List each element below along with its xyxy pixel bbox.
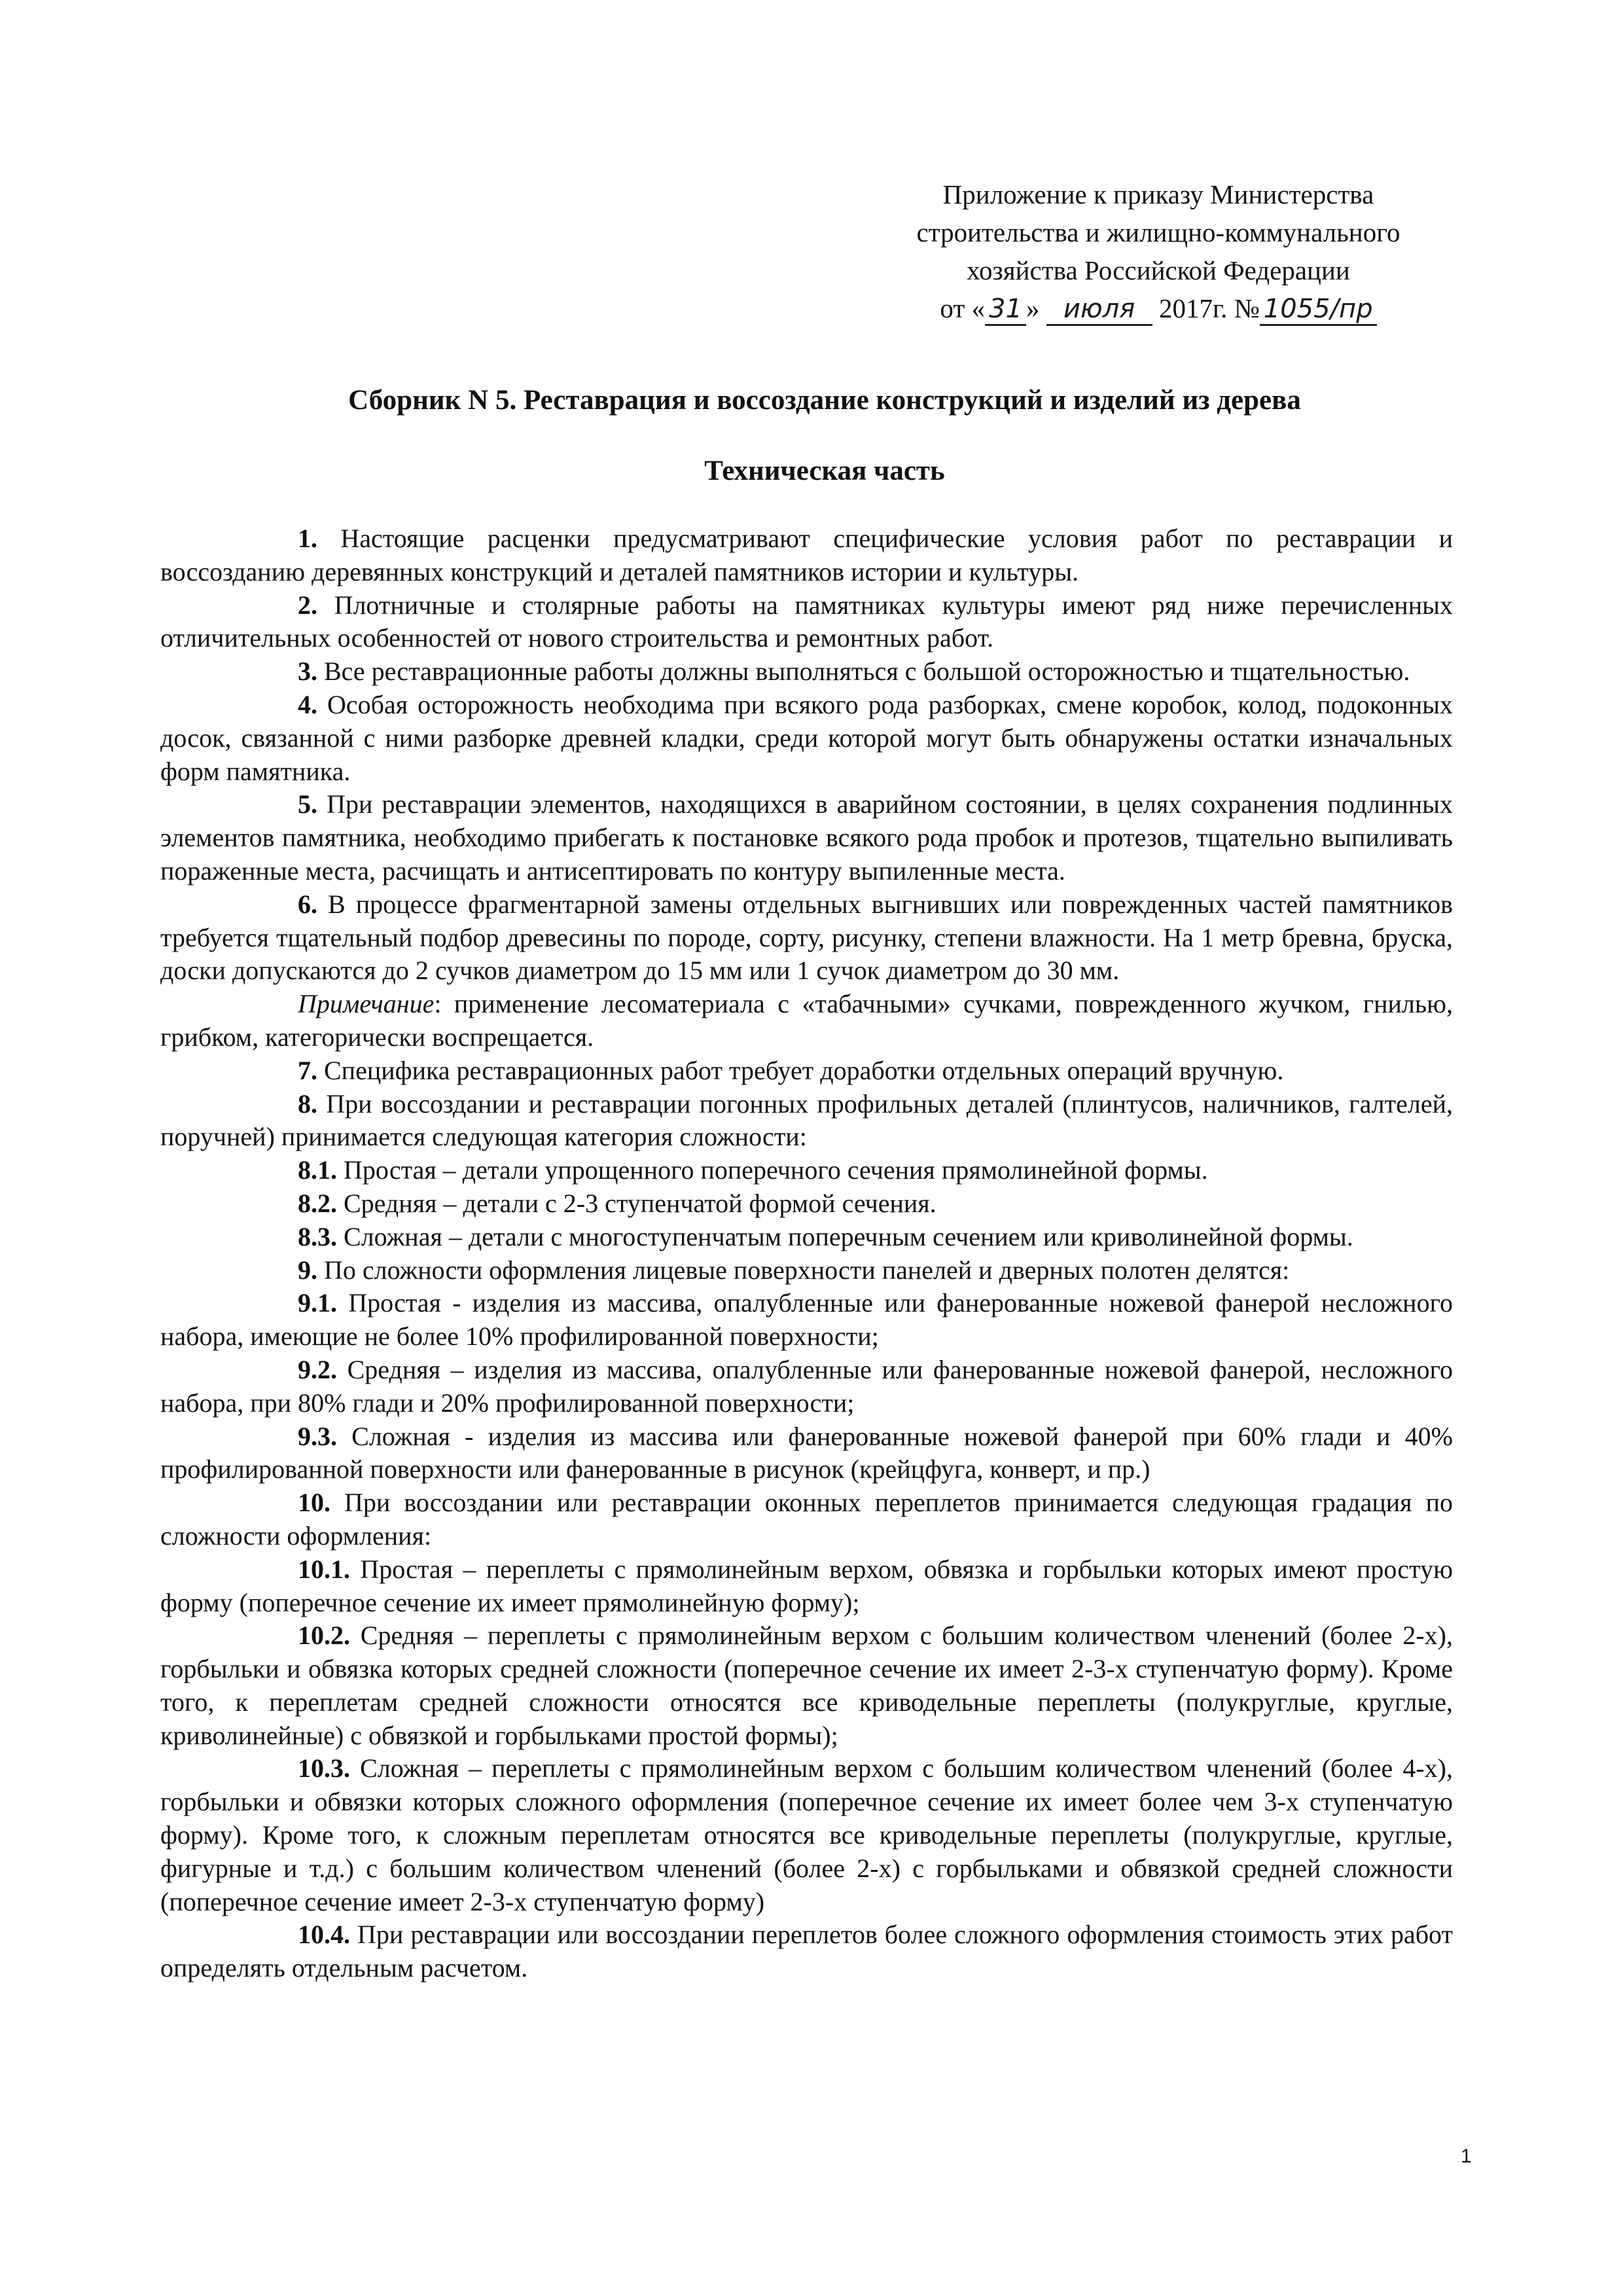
order-prefix: от « <box>940 293 986 323</box>
paragraph <box>160 1619 1453 1752</box>
handwritten-month: июля <box>1046 294 1152 326</box>
paragraph-text: При воссоздании и реставрации погонных профильных деталей (плинтусов, наличников, галтелей, поручней) принимается следующая категория сложности: <box>160 1088 1453 1152</box>
paragraph-number: 8. <box>298 1088 317 1119</box>
paragraph <box>160 1918 1453 1985</box>
paragraph-number: 2. <box>298 590 317 620</box>
paragraph-number: 9. <box>298 1255 317 1285</box>
handwritten-day: 31 <box>985 294 1026 326</box>
paragraph-number: 9.1. <box>298 1288 337 1318</box>
paragraph-text: Сложная – переплеты с прямолинейным верхом с большим количеством членений (более 4-х), горбыльки и обвязки которых сложного оформления (поперечное сечение их имеет более чем 3-х ступенчатую форму). Кроме того, к сложным переплетам относятся все криводельные переплеты (полукруглые, круглые, фигурные и т.д.) с большим количеством членений (более 2-х) с горбыльками и обвязкой средней сложности (поперечное сечение имеет 2-3-х ступенчатую форму) <box>160 1753 1453 1916</box>
document-title: Сборник N 5. Реставрация и воссоздание конструкций и изделий из дерева <box>348 385 1301 416</box>
paragraph-text: Сложная - изделия из массива или фанерованные ножевой фанерой при 60% глади и 40% профилированной поверхности или фанерованные в рисунок (крейцфуга, конверт, и пр.) <box>160 1421 1453 1484</box>
paragraph-number: 1. <box>298 524 317 553</box>
paragraph <box>160 788 1453 888</box>
header-line: хозяйства Российской Федерации <box>967 255 1350 285</box>
paragraph <box>160 689 1453 788</box>
paragraph <box>160 1187 1453 1221</box>
note-paragraph <box>160 988 1453 1054</box>
paragraph-text: При воссоздании или реставрации оконных переплетов принимается следующая градация по сложности оформления: <box>160 1488 1453 1551</box>
paragraph-text: Все реставрационные работы должны выполняться с большой осторожностью и тщательностью. <box>317 656 1410 687</box>
paragraph-text: Простая - изделия из массива, опалубленные или фанерованные ножевой фанерой несложного набора, имеющие не более 10% профилированной поверхности; <box>160 1288 1453 1352</box>
paragraph-text: : применение лесоматериала с «табачными» сучками, поврежденного жучком, гнилью, грибком, категорически воспрещается. <box>160 989 1453 1052</box>
paragraph-text: При реставрации или воссоздании переплетов более сложного оформления стоимость этих работ определять отдельным расчетом. <box>160 1920 1453 1983</box>
handwritten-order-number: 1055/пр <box>1260 294 1377 326</box>
paragraph <box>160 1287 1453 1354</box>
paragraph <box>160 1486 1453 1553</box>
page-number: 1 <box>1461 2145 1472 2167</box>
note-label: Примечание <box>298 989 435 1019</box>
header-line: строительства и жилищно-коммунального <box>916 217 1400 247</box>
paragraph-number: 3. <box>298 656 317 687</box>
paragraph <box>160 1254 1453 1287</box>
paragraph-number: 8.3. <box>298 1221 337 1251</box>
paragraph <box>160 589 1453 656</box>
paragraph-text: При реставрации элементов, находящихся в аварийном состоянии, в целях сохранения подлинных элементов памятника, необходимо прибегать к постановке всякого рода пробок и протезов, тщательно выпиливать пораженные места, расчищать и антисептировать по контуру выпиленные места. <box>160 789 1453 886</box>
order-year: 2017г. № <box>1158 293 1260 323</box>
paragraph-text: Простая – детали упрощенного поперечного сечения прямолинейной формы. <box>337 1155 1208 1185</box>
paragraph-text: Средняя – изделия из массива, опалубленные или фанерованные ножевой фанерой, несложного набора, при 80% глади и 20% профилированной поверхности; <box>160 1354 1453 1418</box>
paragraph <box>160 655 1453 689</box>
section-title: Техническая часть <box>704 456 945 486</box>
paragraph-text: Средняя – детали с 2-3 ступенчатой формой сечения. <box>337 1188 936 1218</box>
paragraph-number: 8.1. <box>298 1155 337 1185</box>
paragraph-number: 10.4. <box>298 1920 350 1950</box>
paragraph-number: 10. <box>298 1488 330 1518</box>
paragraph <box>160 1420 1453 1487</box>
paragraph <box>160 1088 1453 1155</box>
paragraph-number: 9.2. <box>298 1354 337 1384</box>
paragraph-text: В процессе фрагментарной замены отдельных выгнивших или поврежденных частей памятников требуется тщательный подбор древесины по породе, сорту, рисунку, степени влажности. На 1 метр бревна, бруска, доски допускаются до 2 сучков диаметром до 15 мм или 1 сучок диаметром до 30 мм. <box>160 889 1453 986</box>
order-date-line <box>851 289 1466 327</box>
paragraph-number: 10.1. <box>298 1554 350 1584</box>
paragraph-text: Настоящие расценки предусматривают специфические условия работ по реставрации и воссозданию деревянных конструкций и деталей памятников истории и культуры. <box>160 524 1453 586</box>
paragraph-text: Простая – переплеты с прямолинейным верхом, обвязка и горбыльки которых имеют простую форму (поперечное сечение их имеет прямолинейную форму); <box>160 1554 1453 1617</box>
paragraph-number: 4. <box>298 689 317 719</box>
paragraph <box>160 1154 1453 1187</box>
paragraph <box>160 1752 1453 1918</box>
approval-header <box>851 175 1466 327</box>
paragraph-text: Особая осторожность необходима при всякого рода разборках, смене коробок, колод, подоконных досок, связанной с ними разборке древней кладки, среди которой могут быть обнаружены остатки изначальных форм памятника. <box>160 689 1453 786</box>
paragraph-text: Плотничные и столярные работы на памятниках культуры имеют ряд ниже перечисленных отличительных особенностей от нового строительства и ремонтных работ. <box>160 590 1453 653</box>
order-close-quote: » <box>1026 293 1040 323</box>
header-line: Приложение к приказу Министерства <box>942 179 1374 209</box>
paragraph <box>160 1054 1453 1088</box>
paragraph <box>160 1221 1453 1254</box>
paragraph-number: 10.3. <box>298 1753 350 1784</box>
paragraph-text: Средняя – переплеты с прямолинейным верхом с большим количеством членений (более 2-х), горбыльки и обвязка которых средней сложности (поперечное сечение их имеет 2-3-х ступенчатую форму). Кроме того, к переплетам средней сложности относятся все криводельные переплеты (полукруглые, круглые, криволинейные) с обвязкой и горбыльками простой формы); <box>160 1621 1453 1750</box>
paragraph-number: 9.3. <box>298 1421 337 1451</box>
paragraph <box>160 1354 1453 1420</box>
paragraph <box>160 522 1453 589</box>
paragraph-number: 5. <box>298 789 317 819</box>
paragraph-number: 8.2. <box>298 1188 337 1218</box>
paragraph-number: 7. <box>298 1055 317 1085</box>
paragraph-text: По сложности оформления лицевые поверхности панелей и дверных полотен делятся: <box>317 1255 1290 1285</box>
paragraph-text: Специфика реставрационных работ требует доработки отдельных операций вручную. <box>317 1055 1284 1085</box>
paragraph-number: 10.2. <box>298 1621 350 1651</box>
paragraph <box>160 888 1453 988</box>
document-body <box>160 522 1453 1985</box>
paragraph <box>160 1553 1453 1620</box>
paragraph-text: Сложная – детали с многоступенчатым поперечным сечением или криволинейной формы. <box>337 1221 1353 1251</box>
paragraph-number: 6. <box>298 889 317 919</box>
